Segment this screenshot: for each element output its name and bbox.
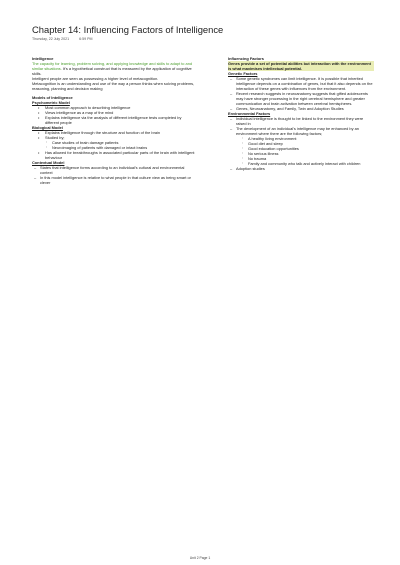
sub-list-item: ◦ No trauma bbox=[228, 156, 374, 161]
sub-list-item: ◦ A healthy living environment bbox=[228, 136, 374, 141]
models-heading: Models of Intelligence bbox=[32, 95, 73, 100]
sub-list-item: ◦ Case studies of brain damage patients bbox=[32, 140, 196, 145]
contextual-heading: Contextual Model bbox=[32, 160, 65, 165]
sub-list-item: ◦ Neuroimaging of patients with damaged or intact brains bbox=[32, 145, 196, 150]
list-item: – Recent research suggests in neuroanatomy suggests that gifted adolescents may have stronger processing in the right cerebral hemisphere and greater communication and brain activation between cerebral hemispheres. bbox=[228, 91, 374, 106]
highlighted-summary: Genes provide a set of potential abilities but interaction with the environment is what maximises intellectual potential. bbox=[228, 61, 374, 71]
page-title: Chapter 14: Influencing Factors of Intelligence bbox=[32, 24, 224, 35]
list-item: • Has allowed for breakthroughs in associated particular parts of the brain with intelligent behaviour bbox=[32, 150, 196, 160]
sub-list-item: ◦ No serious illness bbox=[228, 151, 374, 156]
list-item: • Most common approach to describing intelligence bbox=[32, 105, 196, 110]
date-text: Thursday, 22 July 2021 bbox=[32, 37, 70, 41]
environmental-list bbox=[228, 116, 374, 171]
definition-rest-text: It's a hypothetical construct that is measured by the application of cognitive skills. bbox=[32, 66, 192, 76]
list-item: – Some genetic syndromes can limit intelligence. It is possible that inherited intelligence depends on a combination of genes, but that it also depends on the interaction of these genes with influences from the environment. bbox=[228, 76, 374, 91]
metacognition-line-1: Intelligent people are seen as possessing a higher level of metacognition. bbox=[32, 76, 159, 81]
biological-heading: Biological Model bbox=[32, 125, 63, 130]
intelligence-heading: Intelligence bbox=[32, 56, 54, 61]
list-item: • Explains intelligence through the structure and function of the brain bbox=[32, 130, 196, 135]
list-item: • Views intelligence as a map of the mind bbox=[32, 110, 196, 115]
influencing-factors-heading: Influencing Factors bbox=[228, 56, 264, 61]
time-text: 6:59 PM bbox=[79, 37, 93, 41]
genetic-list bbox=[228, 76, 374, 111]
list-item: – States that intelligence forms according to an individual's cultural and environmental context bbox=[32, 165, 196, 175]
genetic-factors-heading: Genetic Factors bbox=[228, 71, 258, 76]
list-item: – Adoption studies bbox=[228, 166, 374, 171]
intelligence-definition bbox=[32, 61, 196, 76]
list-item: – Genes, Neuroanatomy, and Family, Twin and Adoption Studies bbox=[228, 106, 374, 111]
list-item: – The development of an individual's intelligence may be enhanced by an environment where there are the following factors; bbox=[228, 126, 374, 136]
definition-green-text: The capacity for learning, problem solving, and applying knowledge and skills to adapt to and similar situations. bbox=[32, 61, 193, 71]
psychometric-heading: Psychometric Model bbox=[32, 100, 70, 105]
list-item: • Studied by; bbox=[32, 135, 196, 140]
psychometric-list bbox=[32, 105, 196, 125]
page-date bbox=[32, 37, 92, 41]
metacognition-line-2: Metacognition is an understanding and use of the way a person thinks when solving problems, reasoning, planning and decision making bbox=[32, 81, 195, 91]
biological-list bbox=[32, 130, 196, 160]
environmental-factors-heading: Environmental Factors bbox=[228, 111, 271, 116]
contextual-list bbox=[32, 165, 196, 185]
right-note-column[interactable] bbox=[228, 56, 374, 171]
list-item: • Explains intelligence via the analysis of different intelligence tests completed by different people bbox=[32, 115, 196, 125]
left-note-column[interactable] bbox=[32, 56, 196, 185]
list-item: – Individual intelligence is thought to be linked to the environment they were raised in bbox=[228, 116, 374, 126]
list-item: – In this model intelligence is relative to what people in that culture view as being smart or clever bbox=[32, 175, 196, 185]
sub-list-item: ◦ Family and community who talk and actively interact with children bbox=[228, 161, 374, 166]
page-footer: Unit 2 Page 1 bbox=[189, 556, 211, 560]
sub-list-item: ◦ Good diet and sleep bbox=[228, 141, 374, 146]
sub-list-item: ◦ Good education opportunities bbox=[228, 146, 374, 151]
